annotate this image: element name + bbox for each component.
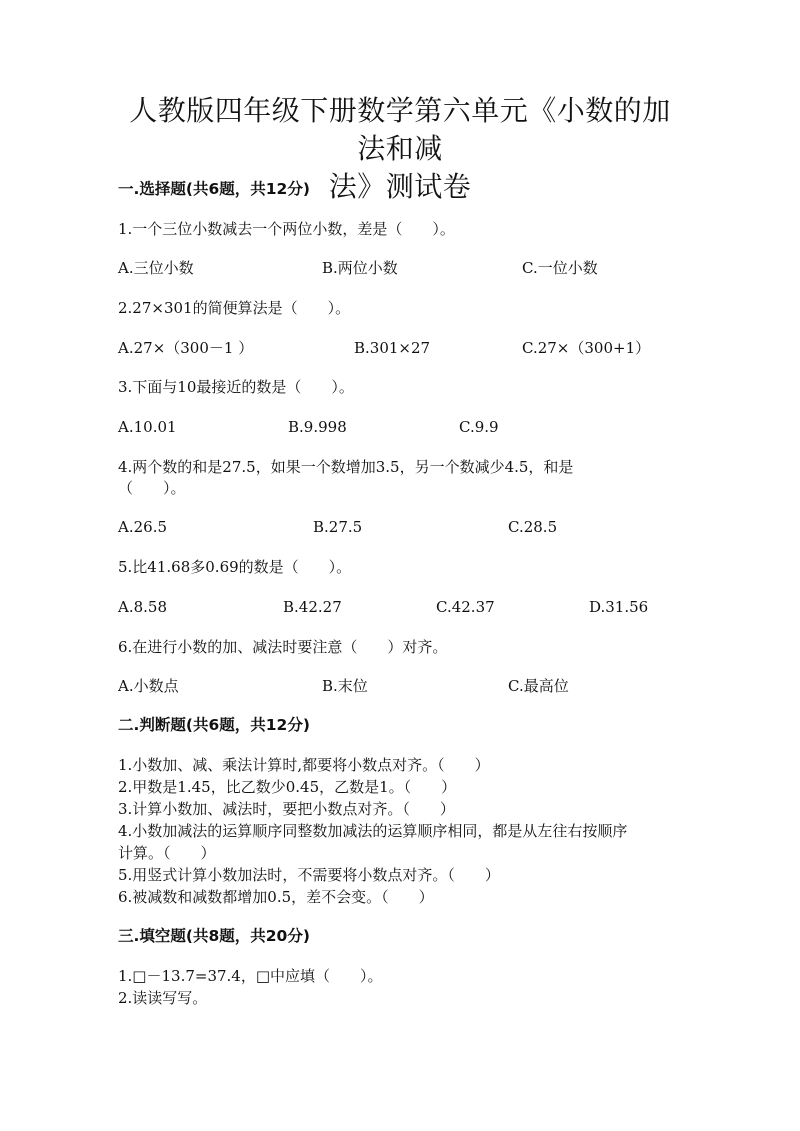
section-heading-judgement: 二.判断题(共6题，共12分) <box>118 716 310 734</box>
question-4-stem-line-1: 4.两个数的和是27.5，如果一个数增加3.5，另一个数减少4.5，和是 <box>118 458 574 476</box>
q5-option-b: B.42.27 <box>283 598 342 616</box>
q6-option-c: C.最高位 <box>508 677 569 695</box>
q4-option-c: C.28.5 <box>508 518 558 536</box>
judgement-item-4-line-1: 4.小数加减法的运算顺序同整数加减法的运算顺序相同，都是从左往右按顺序 <box>118 822 628 840</box>
judgement-item-2: 2.甲数是1.45，比乙数少0.45，乙数是1。（ ） <box>118 778 457 796</box>
q3-option-a: A.10.01 <box>118 418 177 436</box>
q2-option-b: B.301×27 <box>354 339 431 357</box>
q2-option-a: A.27×（300－1 ） <box>118 339 254 357</box>
question-6-stem: 6.在进行小数的加、减法时要注意（ ）对齐。 <box>118 638 448 656</box>
judgement-item-1: 1.小数加、减、乘法计算时,都要将小数点对齐。（ ） <box>118 756 490 774</box>
q5-option-a: A.8.58 <box>118 598 167 616</box>
q4-option-b: B.27.5 <box>313 518 363 536</box>
q5-option-d: D.31.56 <box>589 598 649 616</box>
q1-option-c: C.一位小数 <box>522 259 598 277</box>
q2-option-c: C.27×（300+1） <box>522 339 651 357</box>
question-4-stem-line-2: （ ）。 <box>118 479 186 497</box>
q6-option-b: B.末位 <box>322 677 368 695</box>
q3-option-c: C.9.9 <box>459 418 499 436</box>
question-5-stem: 5.比41.68多0.69的数是（ ）。 <box>118 558 352 576</box>
q5-option-c: C.42.37 <box>436 598 495 616</box>
section-heading-choice: 一.选择题(共6题，共12分) <box>118 180 310 198</box>
judgement-item-6: 6.被减数和减数都增加0.5，差不会变。（ ） <box>118 888 434 906</box>
judgement-item-3: 3.计算小数加、减法时，要把小数点对齐。（ ） <box>118 800 455 818</box>
q4-option-a: A.26.5 <box>118 518 167 536</box>
q6-option-a: A.小数点 <box>118 677 179 695</box>
title-line-2: 法》测试卷 <box>328 170 472 203</box>
question-1-stem: 1.一个三位小数减去一个两位小数，差是（ ）。 <box>118 220 455 238</box>
q1-option-b: B.两位小数 <box>322 259 398 277</box>
fill-blank-item-2: 2.读读写写。 <box>118 989 208 1007</box>
q3-option-b: B.9.998 <box>288 418 347 436</box>
title-line-1: 人教版四年级下册数学第六单元《小数的加法和减 <box>129 94 671 165</box>
question-3-stem: 3.下面与10最接近的数是（ ）。 <box>118 378 354 396</box>
judgement-item-5: 5.用竖式计算小数加法时，不需要将小数点对齐。（ ） <box>118 866 500 884</box>
judgement-item-4-line-2: 计算。（ ） <box>118 844 216 862</box>
q1-option-a: A.三位小数 <box>118 259 194 277</box>
question-2-stem: 2.27×301的简便算法是（ ）。 <box>118 299 351 317</box>
section-heading-fill-blank: 三.填空题(共8题，共20分) <box>118 927 310 945</box>
fill-blank-item-1: 1.□－13.7=37.4，□中应填（ ）。 <box>118 967 383 985</box>
